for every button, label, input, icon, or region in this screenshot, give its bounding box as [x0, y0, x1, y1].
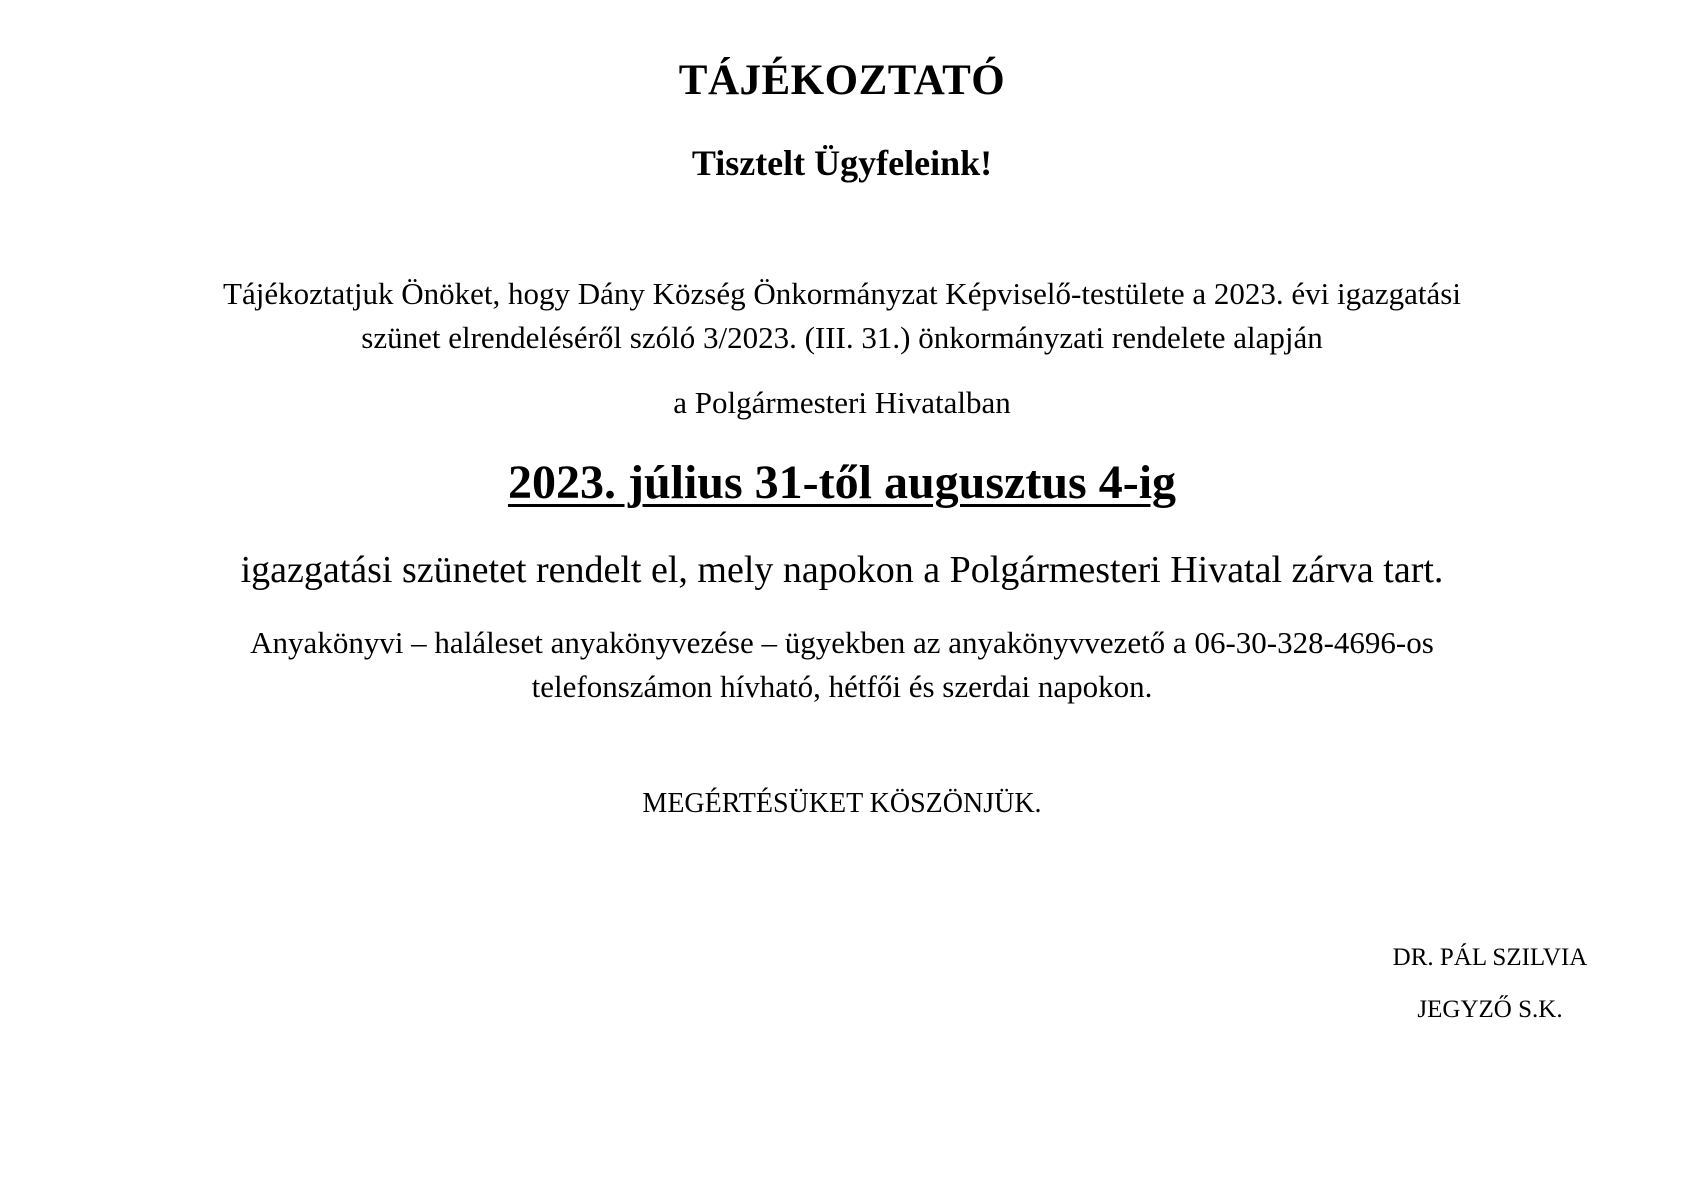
closure-dates: 2023. július 31-től augusztus 4-ig	[507, 456, 1177, 509]
intro-line-1: Tájékoztatjuk Önöket, hogy Dány Község Önkormányzat Képviselő-testülete a 2023. évi igazgatási	[223, 276, 1461, 311]
signature-name: DR. PÁL SZILVIA	[1392, 944, 1588, 971]
intro-paragraph	[0, 272, 1684, 360]
notice-title: TÁJÉKOZTATÓ	[678, 57, 1006, 104]
registry-line-2: telefonszámon hívható, hétfői és szerdai napokon.	[531, 669, 1153, 704]
greeting: Tisztelt Ügyfeleink!	[691, 143, 993, 183]
registry-line-1: Anyakönyvi – haláleset anyakönyvezése – ügyekben az anyakönyvvezető a 06-30-328-4696-os	[250, 625, 1434, 660]
office-line: a Polgármesteri Hivatalban	[673, 385, 1011, 420]
thanks-line: MEGÉRTÉSÜKET KÖSZÖNJÜK.	[642, 788, 1042, 819]
closure-statement: igazgatási szünetet rendelt el, mely napokon a Polgármesteri Hivatal zárva tart.	[240, 549, 1444, 591]
signature-role: JEGYZŐ S.K.	[1417, 996, 1563, 1023]
intro-line-2: szünet elrendeléséről szóló 3/2023. (III. 31.) önkormányzati rendelete alapján	[361, 320, 1323, 355]
registry-paragraph	[0, 621, 1684, 709]
